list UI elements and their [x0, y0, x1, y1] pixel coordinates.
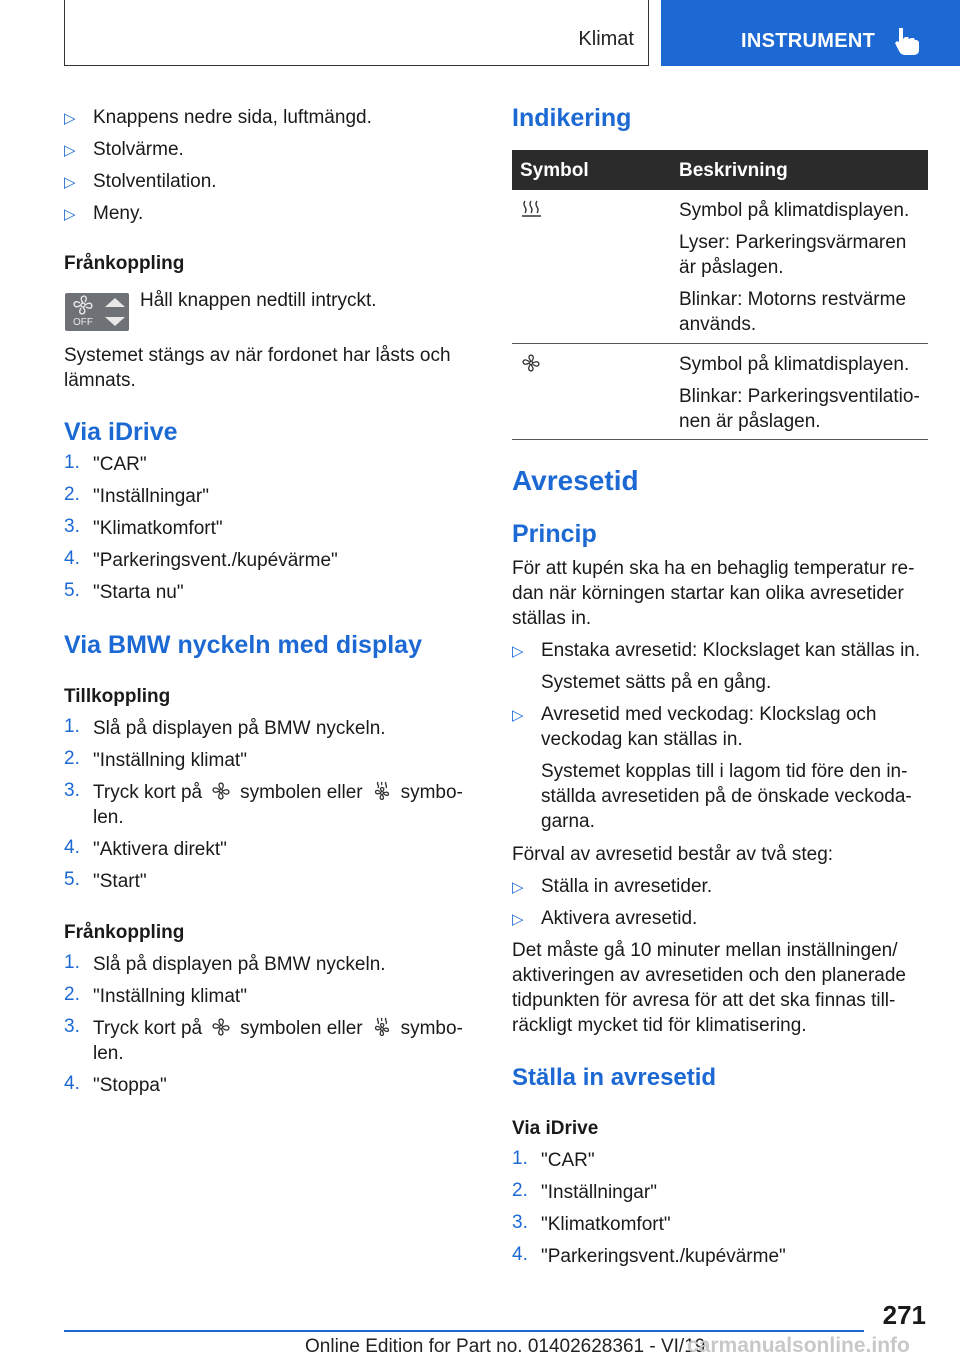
step-number: 1. — [64, 952, 80, 973]
list-item: "Inställning klimat" — [93, 750, 247, 771]
on-subheading: Tillkoppling — [64, 686, 171, 707]
table-row1-line: Lyser: Parkeringsvärmaren — [679, 232, 907, 253]
key-heading: Via BMW nyckeln med display — [64, 631, 422, 659]
preselection-text: Förval av avresetid består av två steg: — [512, 844, 834, 865]
step-number: 1. — [512, 1148, 528, 1169]
bullet-marker: ▷ — [64, 206, 76, 223]
table-row1-line: Blinkar: Motorns restvärme — [679, 289, 907, 310]
table-row1-line: används. — [679, 314, 757, 335]
list-item-note: ställda avresetiden på de önskade veckoda- — [541, 786, 912, 807]
step-number: 3. — [64, 516, 80, 537]
list-item: Ställa in avresetider. — [541, 876, 713, 897]
list-item: Stolvärme. — [93, 139, 184, 160]
list-item-note: Systemet sätts på en gång. — [541, 672, 772, 693]
fan-icon — [520, 353, 542, 373]
table-row2-line: Blinkar: Parkeringsventilatio- — [679, 386, 920, 407]
off-heading: Frånkoppling — [64, 253, 185, 274]
footer-divider — [64, 1330, 864, 1332]
steps-bullet-list — [512, 874, 928, 934]
table-row1-line: är påslagen. — [679, 257, 784, 278]
bullet-marker: ▷ — [64, 142, 76, 159]
header-section-title: INSTRUMENT — [741, 30, 876, 52]
list-item: Slå på displayen på BMW nyckeln. — [93, 718, 386, 739]
svg-text:OFF: OFF — [73, 317, 93, 328]
list-item: "CAR" — [541, 1150, 595, 1171]
watermark: carmanualsonline.info — [687, 1334, 910, 1357]
list-item: "Klimatkomfort" — [541, 1214, 671, 1235]
step-number: 2. — [64, 484, 80, 505]
table-divider — [512, 439, 928, 440]
set-idrive-subheading: Via iDrive — [512, 1118, 599, 1139]
list-item-continuation: len. — [93, 1043, 124, 1064]
step-number: 4. — [512, 1244, 528, 1265]
list-item-note: garna. — [541, 811, 595, 832]
timing-paragraph-line: räckligt mycket tid för klimatisering. — [512, 1015, 807, 1036]
off-subheading: Frånkoppling — [64, 922, 185, 943]
page-number: 271 — [882, 1300, 926, 1330]
list-item: "Start" — [93, 871, 147, 892]
off-instruction: Håll knappen nedtill intryckt. — [140, 290, 377, 311]
indication-heading: Indikering — [512, 104, 632, 132]
bullet-marker: ▷ — [512, 879, 524, 896]
step-number: 5. — [64, 869, 80, 890]
list-item: "Klimatkomfort" — [93, 518, 223, 539]
list-item: "Parkeringsvent./kupévärme" — [93, 550, 338, 571]
idrive-heading: Via iDrive — [64, 418, 178, 446]
step-number: 2. — [64, 748, 80, 769]
timing-paragraph-line: Det måste gå 10 minuter mellan inställningen/ — [512, 940, 898, 961]
departure-options-list — [512, 638, 928, 838]
header-section-tab — [661, 0, 960, 66]
table-row2-line: nen är påslagen. — [679, 411, 821, 432]
off-steps — [64, 952, 469, 1102]
table-header-description: Beskrivning — [679, 160, 788, 181]
bullet-marker: ▷ — [64, 110, 76, 127]
step-number: 2. — [512, 1180, 528, 1201]
timing-paragraph-line: tidpunkten för avresa för att det ska finnas till- — [512, 990, 896, 1011]
table-header — [512, 150, 928, 190]
timing-paragraph-line: aktiveringen av avresetiden och den planerade — [512, 965, 906, 986]
bullet-marker: ▷ — [512, 643, 524, 660]
set-departure-heading: Ställa in avresetid — [512, 1064, 717, 1091]
set-idrive-steps — [512, 1148, 928, 1278]
heat-fan-icon — [371, 781, 393, 801]
table-row1-line: Symbol på klimatdisplayen. — [679, 200, 910, 221]
off-description-line: Systemet stängs av när fordonet har låsts och — [64, 345, 451, 366]
principle-line: ställas in. — [512, 608, 592, 629]
list-item-note: Systemet kopplas till i lagom tid före den in- — [541, 761, 908, 782]
principle-heading: Princip — [512, 520, 597, 548]
step-number: 1. — [64, 452, 80, 473]
on-steps — [64, 716, 469, 896]
list-item: Tryck kort på symbolen eller symbo- — [93, 782, 463, 803]
list-item: "CAR" — [93, 454, 147, 475]
step-number: 2. — [64, 984, 80, 1005]
table-header-symbol: Symbol — [520, 160, 589, 181]
list-item: Meny. — [93, 203, 144, 224]
principle-line: dan när körningen startar kan olika avresetider — [512, 583, 904, 604]
fan-icon — [210, 1017, 232, 1037]
fan-icon — [210, 781, 232, 801]
step-number: 4. — [64, 837, 80, 858]
pointing-hand-icon — [893, 26, 921, 56]
fan-icon — [65, 293, 129, 331]
list-item: Tryck kort på symbolen eller symbo- — [93, 1018, 463, 1039]
bullet-marker: ▷ — [64, 174, 76, 191]
list-item: Knappens nedre sida, luftmängd. — [93, 107, 372, 128]
list-item: "Stoppa" — [93, 1075, 167, 1096]
step-number: 1. — [64, 716, 80, 737]
list-item: "Inställningar" — [93, 486, 209, 507]
list-item: "Aktivera direkt" — [93, 839, 227, 860]
step-number: 5. — [64, 580, 80, 601]
control-bullet-list — [64, 105, 469, 235]
footer-edition: Online Edition for Part no. 01402628361 - VI/19 — [305, 1336, 706, 1357]
step-number: 3. — [512, 1212, 528, 1233]
step-number: 3. — [64, 1016, 80, 1037]
list-item: Avresetid med veckodag: Klockslag och — [541, 704, 877, 725]
step-number: 3. — [64, 780, 80, 801]
list-item: Aktivera avresetid. — [541, 908, 698, 929]
list-item: "Parkeringsvent./kupévärme" — [541, 1246, 786, 1267]
off-description-line: lämnats. — [64, 370, 136, 391]
off-button-icon — [65, 293, 129, 331]
list-item: "Starta nu" — [93, 582, 184, 603]
heat-fan-icon — [371, 1017, 393, 1037]
header-chapter-title: Klimat — [578, 28, 634, 50]
list-item-continuation: len. — [93, 807, 124, 828]
principle-line: För att kupén ska ha en behaglig temperatur re- — [512, 558, 915, 579]
list-item: Slå på displayen på BMW nyckeln. — [93, 954, 386, 975]
table-row2-line: Symbol på klimatdisplayen. — [679, 354, 910, 375]
list-item: Stolventilation. — [93, 171, 217, 192]
step-number: 4. — [64, 548, 80, 569]
table-divider — [512, 343, 928, 344]
idrive-steps — [64, 452, 469, 612]
step-number: 4. — [64, 1073, 80, 1094]
list-item: veckodag kan ställas in. — [541, 729, 743, 750]
departure-heading: Avresetid — [512, 465, 639, 496]
list-item: Enstaka avresetid: Klockslaget kan ställas in. — [541, 640, 921, 661]
list-item: "Inställningar" — [541, 1182, 657, 1203]
bullet-marker: ▷ — [512, 911, 524, 928]
bullet-marker: ▷ — [512, 707, 524, 724]
list-item: "Inställning klimat" — [93, 986, 247, 1007]
header-chapter-tab — [64, 0, 649, 66]
heat-waves-icon — [520, 199, 544, 219]
